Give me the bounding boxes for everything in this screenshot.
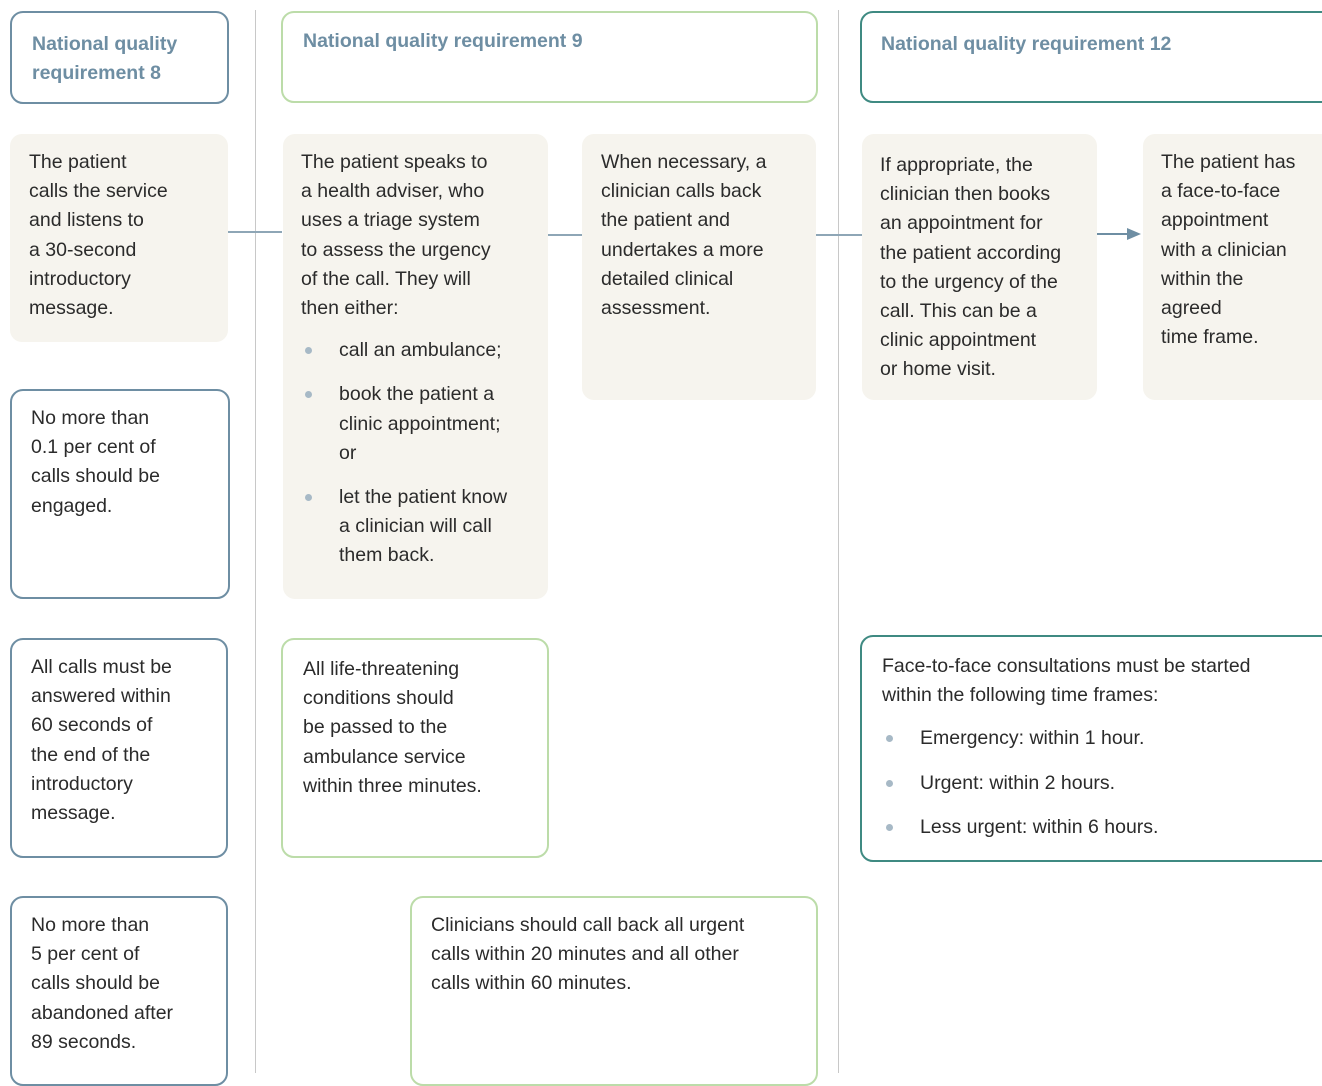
connector-1-2 bbox=[228, 231, 282, 233]
step-call-service-text: The patient calls the service and listens to a 30-second introductory message. bbox=[29, 151, 168, 320]
bullet-icon bbox=[886, 780, 893, 787]
step-book-appointment bbox=[862, 134, 1097, 400]
bullet-icon bbox=[886, 735, 893, 742]
column-divider-1 bbox=[255, 10, 256, 1073]
arrow-4-5 bbox=[1097, 226, 1143, 242]
req-answered-text: All calls must be answered within 60 seconds of the end of the introductory message. bbox=[31, 656, 172, 825]
header-nqr12 bbox=[860, 11, 1322, 103]
bullet-icon bbox=[305, 391, 312, 398]
list-item: Emergency: within 1 hour. bbox=[882, 724, 1322, 753]
bullet-icon bbox=[305, 494, 312, 501]
req-life-threatening bbox=[281, 638, 549, 858]
column-divider-2 bbox=[838, 10, 839, 1073]
header-nqr8 bbox=[10, 11, 229, 104]
header-nqr8-label: National quality requirement 8 bbox=[32, 33, 178, 84]
req-answered bbox=[10, 638, 228, 858]
header-nqr9-label: National quality requirement 9 bbox=[303, 30, 583, 52]
list-item: book the patient a clinic appointment; or bbox=[301, 380, 548, 468]
req-face-to-face-text: Face-to-face consultations must be started within the following time frames: bbox=[882, 655, 1251, 707]
req-engaged bbox=[10, 389, 230, 599]
req-engaged-text: No more than 0.1 per cent of calls should be engaged. bbox=[31, 407, 160, 517]
step-face-to-face bbox=[1143, 134, 1322, 400]
connector-2-3 bbox=[548, 234, 582, 236]
step-clinician-callback-text: When necessary, a clinician calls back the patient and undertakes a more detailed clinical assessment. bbox=[601, 151, 767, 320]
bullet-icon bbox=[305, 347, 312, 354]
step-call-service bbox=[10, 134, 228, 342]
step-face-to-face-text: The patient has a face-to-face appointment with a clinician within the agreed time frame. bbox=[1161, 151, 1296, 349]
req-face-to-face bbox=[860, 635, 1322, 862]
list-item: call an ambulance; bbox=[301, 336, 548, 365]
req-abandoned bbox=[10, 896, 228, 1086]
list-item: let the patient know a clinician will call them back. bbox=[301, 483, 548, 571]
step-health-adviser bbox=[283, 134, 548, 599]
req-call-back-text: Clinicians should call back all urgent calls within 20 minutes and all other calls within 60 minutes. bbox=[431, 914, 745, 995]
step-clinician-callback bbox=[582, 134, 816, 400]
req-abandoned-text: No more than 5 per cent of calls should be abandoned after 89 seconds. bbox=[31, 914, 174, 1053]
step-health-adviser-text: The patient speaks to a health adviser, who uses a triage system to assess the urgency of the call. They will then either: bbox=[301, 151, 491, 320]
connector-3-4 bbox=[816, 234, 862, 236]
list-item: Less urgent: within 6 hours. bbox=[882, 813, 1322, 842]
header-nqr9 bbox=[281, 11, 818, 103]
bullet-icon bbox=[886, 824, 893, 831]
req-life-threatening-text: All life-threatening conditions should be passed to the ambulance service within three minutes. bbox=[303, 658, 482, 797]
req-call-back bbox=[410, 896, 818, 1086]
list-item: Urgent: within 2 hours. bbox=[882, 769, 1322, 798]
header-nqr12-label: National quality requirement 12 bbox=[881, 33, 1172, 55]
step-book-appointment-text: If appropriate, the clinician then books an appointment for the patient according to the urgency of the call. This can be a clinic appointment or home visit. bbox=[880, 154, 1062, 381]
